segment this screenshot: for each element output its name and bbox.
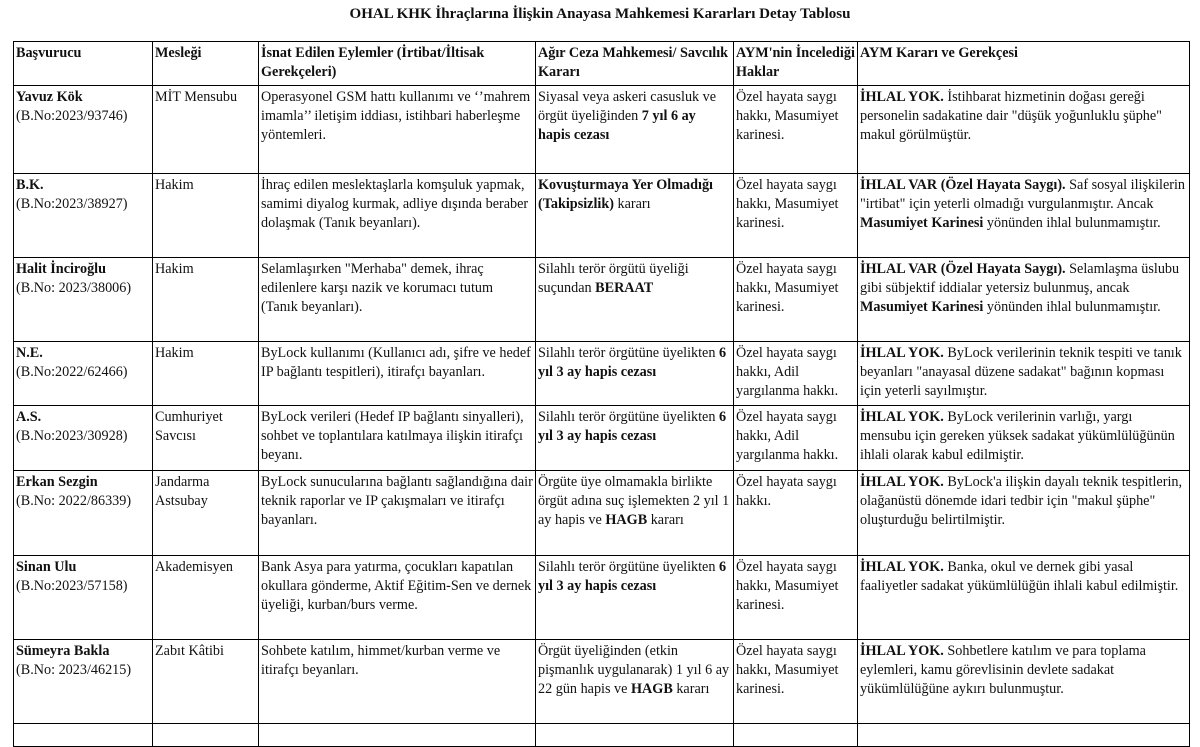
application-number: (B.No:2023/38927)	[16, 196, 128, 212]
header-applicant: Başvurucu	[14, 42, 153, 86]
aym-decision-cell	[858, 86, 1190, 174]
court-decision-text: Silahlı terör örgütü üyeliği suçundan	[538, 261, 689, 296]
aym-decision-cell	[858, 471, 1190, 556]
alleged-acts-cell: Selamlaşırken "Merhaba" demek, ihraç edilenlere karşı nazik ve korumacı tutum (Tanık beyanları).	[259, 258, 536, 342]
table-row	[14, 640, 1190, 724]
court-decision-cell	[536, 471, 734, 556]
alleged-acts-cell: İhraç edilen meslektaşlarla komşuluk yapmak, samimi diyalog kurmak, adliye dışında beraber dolaşmak (Tanık beyanları).	[259, 174, 536, 258]
empty-cell	[14, 724, 153, 747]
empty-cell	[858, 724, 1190, 747]
applicant-cell	[14, 258, 153, 342]
court-decision-cell	[536, 174, 734, 258]
application-number: (B.No:2023/57158)	[16, 578, 128, 594]
profession-cell: Hakim	[153, 174, 259, 258]
aym-verdict: İHLAL VAR (Özel Hayata Saygı).	[860, 177, 1066, 193]
applicant-cell	[14, 86, 153, 174]
aym-reasoning: Banka, okul ve dernek gibi yasal faaliyetler sadakat yükümlülüğün ihlali kabul edilmiştir.	[860, 559, 1179, 594]
court-decision-cell	[536, 342, 734, 406]
aym-decision-cell	[858, 640, 1190, 724]
applicant-name: A.S.	[16, 409, 42, 425]
applicant-cell	[14, 342, 153, 406]
rights-cell: Özel hayata saygı hakkı, Adil yargılanma hakkı.	[734, 342, 858, 406]
applicant-name: B.K.	[16, 177, 44, 193]
applicant-cell	[14, 556, 153, 640]
rights-cell: Özel hayata saygı hakkı, Masumiyet karinesi.	[734, 258, 858, 342]
applicant-cell	[14, 406, 153, 471]
court-decision-suffix: kararı	[647, 512, 684, 528]
court-decision-text: Örgüt üyeliğinden (etkin pişmanlık uygulanarak) 1 yıl 6 ay 22 gün hapis ve	[538, 643, 730, 697]
aym-reasoning: Selamlaşma üslubu gibi sübjektif iddialar yetersiz bulunmuş, ancak	[860, 261, 1180, 296]
header-alleged-acts: İsnat Edilen Eylemler (İrtibat/İltisak Gerekçeleri)	[259, 42, 536, 86]
application-number: (B.No:2022/62466)	[16, 364, 128, 380]
aym-verdict-note: Masumiyet Karinesi	[860, 215, 984, 231]
aym-reasoning-end: yönünden ihlal bulunmamıştır.	[983, 215, 1161, 231]
aym-verdict: İHLAL YOK.	[860, 559, 944, 575]
decisions-table	[13, 41, 1190, 747]
aym-reasoning: ByLock verilerinin varlığı, yargı mensubu için gereken yüksek sadakat yükümlülüğünün ihlali olarak kabul edilmiştir.	[860, 409, 1175, 463]
aym-verdict: İHLAL YOK.	[860, 643, 944, 659]
court-decision-sentence: Kovuşturmaya Yer Olmadığı (Takipsizlik)	[538, 177, 713, 212]
court-decision-cell	[536, 556, 734, 640]
profession-cell: Hakim	[153, 258, 259, 342]
applicant-name: Erkan Sezgin	[16, 474, 98, 490]
empty-cell	[734, 724, 858, 747]
applicant-cell	[14, 640, 153, 724]
aym-reasoning: Saf sosyal ilişkilerin "irtibat" için yeterli olmadığı vurgulanmıştır. Ancak	[860, 177, 1186, 212]
empty-cell	[259, 724, 536, 747]
table-row	[14, 174, 1190, 258]
aym-verdict-note: Masumiyet Karinesi	[860, 299, 984, 315]
application-number: (B.No: 2023/38006)	[16, 280, 132, 296]
profession-cell: Cumhuriyet Savcısı	[153, 406, 259, 471]
profession-cell: Akademisyen	[153, 556, 259, 640]
rights-cell: Özel hayata saygı hakkı, Masumiyet karinesi.	[734, 640, 858, 724]
applicant-cell	[14, 174, 153, 258]
applicant-name: N.E.	[16, 345, 43, 361]
table-header-row	[14, 42, 1190, 86]
court-decision-text: Örgüte üye olmamakla birlikte örgüt adına suç işlemekten 2 yıl 1 ay hapis ve	[538, 474, 730, 528]
empty-cell	[536, 724, 734, 747]
applicant-name: Halit İnciroğlu	[16, 261, 106, 277]
aym-reasoning-end: yönünden ihlal bulunmamıştır.	[983, 299, 1161, 315]
aym-decision-cell	[858, 174, 1190, 258]
applicant-cell	[14, 471, 153, 556]
alleged-acts-cell: Sohbete katılım, himmet/kurban verme ve itirafçı beyanları.	[259, 640, 536, 724]
applicant-name: Sinan Ulu	[16, 559, 77, 575]
aym-reasoning: ByLock'a ilişkin dayalı teknik tespitlerin, olağanüstü dönemde idari tedbir için "makul şüphe" oluşturduğu belirtilmiştir.	[860, 474, 1183, 528]
table-row	[14, 86, 1190, 174]
application-number: (B.No:2023/93746)	[16, 108, 128, 124]
header-court-decision: Ağır Ceza Mahkemesi/ Savcılık Kararı	[536, 42, 734, 86]
table-row	[14, 556, 1190, 640]
aym-verdict: İHLAL YOK.	[860, 345, 944, 361]
aym-reasoning: ByLock verilerinin teknik tespiti ve tanık beyanları "anayasal düzene sadakat" bağının kopması için yeterli sayılmıştır.	[860, 345, 1182, 399]
header-profession: Mesleği	[153, 42, 259, 86]
aym-verdict: İHLAL YOK.	[860, 474, 944, 490]
aym-decision-cell	[858, 342, 1190, 406]
rights-cell: Özel hayata saygı hakkı, Masumiyet karinesi.	[734, 86, 858, 174]
alleged-acts-cell: ByLock kullanımı (Kullanıcı adı, şifre ve hedef IP bağlantı tespitleri), itirafçı bayanları.	[259, 342, 536, 406]
alleged-acts-cell: Operasyonel GSM hattı kullanımı ve ‘’mahrem imamla’’ iletişim iddiası, istihbari haberleşme yöntemleri.	[259, 86, 536, 174]
court-decision-sentence: 6 yıl 3 ay hapis cezası	[538, 409, 727, 444]
aym-decision-cell	[858, 258, 1190, 342]
aym-decision-cell	[858, 406, 1190, 471]
court-decision-cell	[536, 406, 734, 471]
court-decision-suffix: kararı	[613, 196, 651, 212]
application-number: (B.No: 2023/46215)	[16, 662, 132, 678]
court-decision-sentence: HAGB	[605, 512, 648, 528]
aym-verdict: İHLAL YOK.	[860, 409, 944, 425]
court-decision-sentence: HAGB	[631, 681, 673, 697]
aym-reasoning: İstihbarat hizmetinin doğası gereği personelin sadakatine dair "düşük yoğunluklu şüphe" makul görülmüştür.	[860, 89, 1162, 143]
rights-cell: Özel hayata saygı hakkı, Masumiyet karinesi.	[734, 556, 858, 640]
court-decision-text: Silahlı terör örgütüne üyelikten	[538, 409, 719, 425]
alleged-acts-cell: Bank Asya para yatırma, çocukları kapatılan okullara gönderme, Aktif Eğitim-Sen ve dernek üyeliği, kurban/burs verme.	[259, 556, 536, 640]
court-decision-cell	[536, 640, 734, 724]
table-row	[14, 471, 1190, 556]
alleged-acts-cell: ByLock sunucularına bağlantı sağlandığına dair teknik raporlar ve IP çakışmaları ve itirafçı bayanları.	[259, 471, 536, 556]
profession-cell: Zabıt Kâtibi	[153, 640, 259, 724]
rights-cell: Özel hayata saygı hakkı, Masumiyet karinesi.	[734, 174, 858, 258]
table-row	[14, 342, 1190, 406]
aym-decision-cell	[858, 556, 1190, 640]
aym-reasoning: Sohbetlere katılım ve para toplama eylemleri, kamu görevlisinin devlete sadakat yükümlülüğüne aykırı bulunmuştur.	[860, 643, 1146, 697]
header-aym-decision: AYM Kararı ve Gerekçesi	[858, 42, 1190, 86]
applicant-name: Yavuz Kök	[16, 89, 83, 105]
page-title: OHAL KHK İhraçlarına İlişkin Anayasa Mahkemesi Kararları Detay Tablosu	[349, 6, 851, 22]
header-rights-examined: AYM'nin İncelediği Haklar	[734, 42, 858, 86]
court-decision-cell	[536, 258, 734, 342]
court-decision-text: Siyasal veya askeri casusluk ve örgüt üyeliğinden	[538, 89, 717, 124]
table-row	[14, 258, 1190, 342]
court-decision-suffix: kararı	[672, 681, 710, 697]
aym-verdict: İHLAL VAR (Özel Hayata Saygı).	[860, 261, 1066, 277]
profession-cell: MİT Mensubu	[153, 86, 259, 174]
court-decision-cell	[536, 86, 734, 174]
court-decision-sentence: 6 yıl 3 ay hapis cezası	[538, 559, 727, 594]
court-decision-text: Silahlı terör örgütüne üyelikten	[538, 345, 719, 361]
court-decision-text: Silahlı terör örgütüne üyelikten	[538, 559, 719, 575]
profession-cell: Jandarma Astsubay	[153, 471, 259, 556]
rights-cell: Özel hayata saygı hakkı, Adil yargılanma hakkı.	[734, 406, 858, 471]
applicant-name: Sümeyra Bakla	[16, 643, 110, 659]
aym-verdict: İHLAL YOK.	[860, 89, 944, 105]
table-row-empty	[14, 724, 1190, 747]
profession-cell: Hakim	[153, 342, 259, 406]
application-number: (B.No:2023/30928)	[16, 428, 128, 444]
court-decision-sentence: 6 yıl 3 ay hapis cezası	[538, 345, 727, 380]
court-decision-sentence: BERAAT	[595, 280, 654, 296]
alleged-acts-cell: ByLock verileri (Hedef IP bağlantı sinyalleri), sohbet ve toplantılara katılmaya ilişkin itirafçı beyanı.	[259, 406, 536, 471]
table-row	[14, 406, 1190, 471]
application-number: (B.No: 2022/86339)	[16, 493, 132, 509]
empty-cell	[153, 724, 259, 747]
rights-cell: Özel hayata saygı hakkı.	[734, 471, 858, 556]
court-decision-sentence: 7 yıl 6 ay hapis cezası	[538, 108, 696, 143]
